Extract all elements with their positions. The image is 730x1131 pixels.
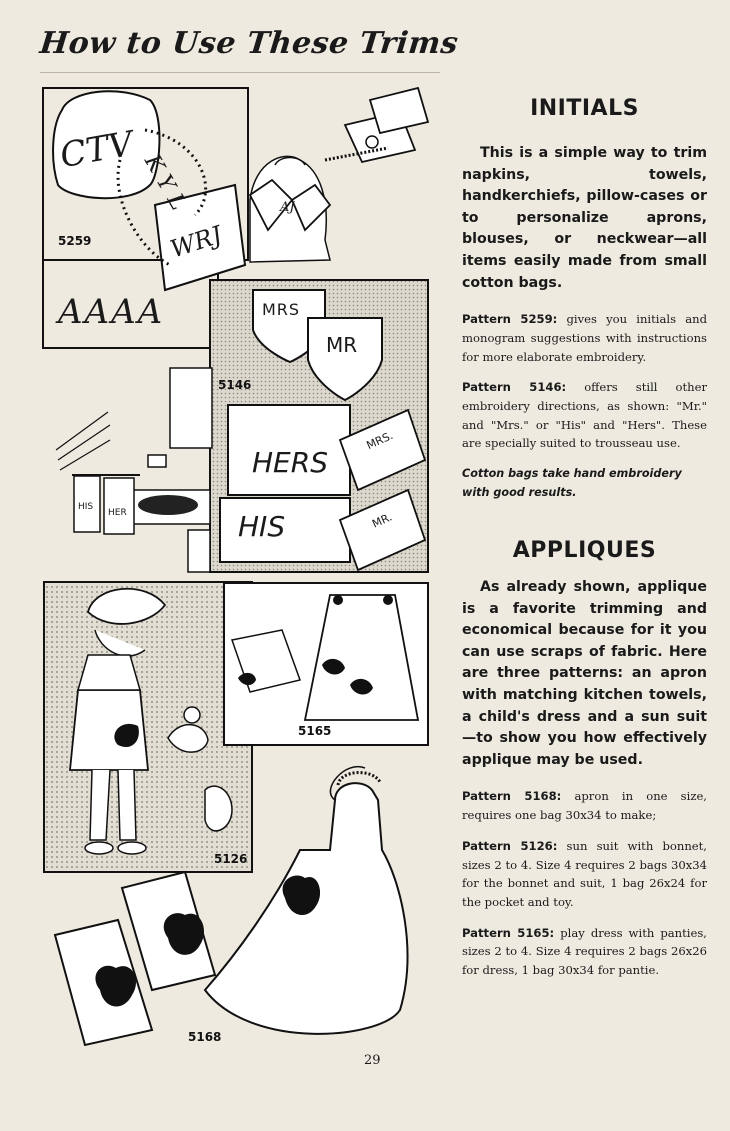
napkins (325, 88, 428, 162)
pattern-5259-desc (462, 310, 707, 366)
pattern-5165-desc-label: Pattern 5165: (462, 925, 555, 940)
panel-5126 (44, 582, 252, 872)
pattern-5146-desc (462, 378, 707, 453)
pattern-5168-desc-text: apron in one size, requires one bag 30x34 to make; (462, 789, 707, 823)
pattern-5168-desc-label: Pattern 5168: (462, 789, 562, 804)
page-number: 29 (364, 1053, 381, 1068)
pattern-5165-label: 5165 (298, 724, 332, 738)
pattern-5259-desc-label: Pattern 5259: (462, 312, 558, 327)
shield-mrs-text: MRS (262, 300, 301, 319)
shield-mr-text: MR (326, 333, 358, 357)
pattern-5126-desc-label: Pattern 5126: (462, 838, 558, 853)
collar-aj: AJ (280, 200, 295, 215)
initials-heading: INITIALS (530, 96, 639, 121)
pattern-5126-label: 5126 (214, 852, 248, 866)
pattern-5168-desc (462, 787, 707, 824)
page-title: How to Use These Trims (38, 26, 460, 61)
text-column (462, 96, 707, 980)
pattern-5168-label: 5168 (188, 1030, 222, 1044)
pattern-5126-desc (462, 837, 707, 912)
monogram-wrj: WRJ (166, 220, 226, 264)
towel-hers-text: HERS (252, 446, 328, 479)
rack-her: HER (108, 508, 127, 518)
panel-5165 (224, 583, 428, 745)
monogram-aaaa: AAAA (58, 292, 165, 332)
towel-small-mrs: MRS. (364, 428, 396, 453)
pattern-5165-desc (462, 924, 707, 980)
pattern-5165-desc-text: play dress with panties, sizes 2 to 4. Size 4 requires 2 bags 26x26 for dress, 1 bag 30x34 for pantie. (462, 925, 707, 978)
towel-his-text: HIS (238, 510, 286, 543)
towel-small-mr: MR. (370, 510, 395, 531)
rack-his: HIS (78, 502, 94, 512)
pattern-5259-desc-text: gives you initials and monogram suggestions with instructions for more elaborate embroidery. (462, 312, 707, 364)
pattern-5259-label: 5259 (58, 234, 92, 248)
pattern-5126-desc-text: sun suit with bonnet, sizes 2 to 4. Size 4 requires 2 bags 30x34 for the bonnet and suit, 1 bag 26x24 for the pocket and toy. (462, 838, 707, 909)
monogram-ctv: CTV (57, 123, 137, 177)
pattern-5146-desc-label: Pattern 5146: (462, 380, 567, 395)
cotton-bags-note: Cotton bags take hand embroidery with good results. (462, 467, 682, 499)
appliques-heading: APPLIQUES (512, 538, 657, 564)
initials-lead: This is a simple way to trim napkins, towels, handkerchiefs, pillow-cases or to personalize aprons, blouses, or neckwear—all items easily made from small cotton bags. (462, 145, 707, 291)
appliques-lead: As already shown, applique is a favorite trimming and economical because for it you can use scraps of fabric. Here are three patterns: an apron with matching kitchen towels, a child's dress and a sun suit—to show you how effectively applique may be used. (462, 579, 707, 768)
pattern-5146-desc-text: offers still other embroidery directions, as shown: "Mr." and "Mrs." or "His" and "Hers". These are specially suited to trousseau use. (462, 380, 707, 451)
pattern-5146-label: 5146 (218, 378, 252, 392)
monogram-kyl: K Y L (139, 150, 191, 215)
